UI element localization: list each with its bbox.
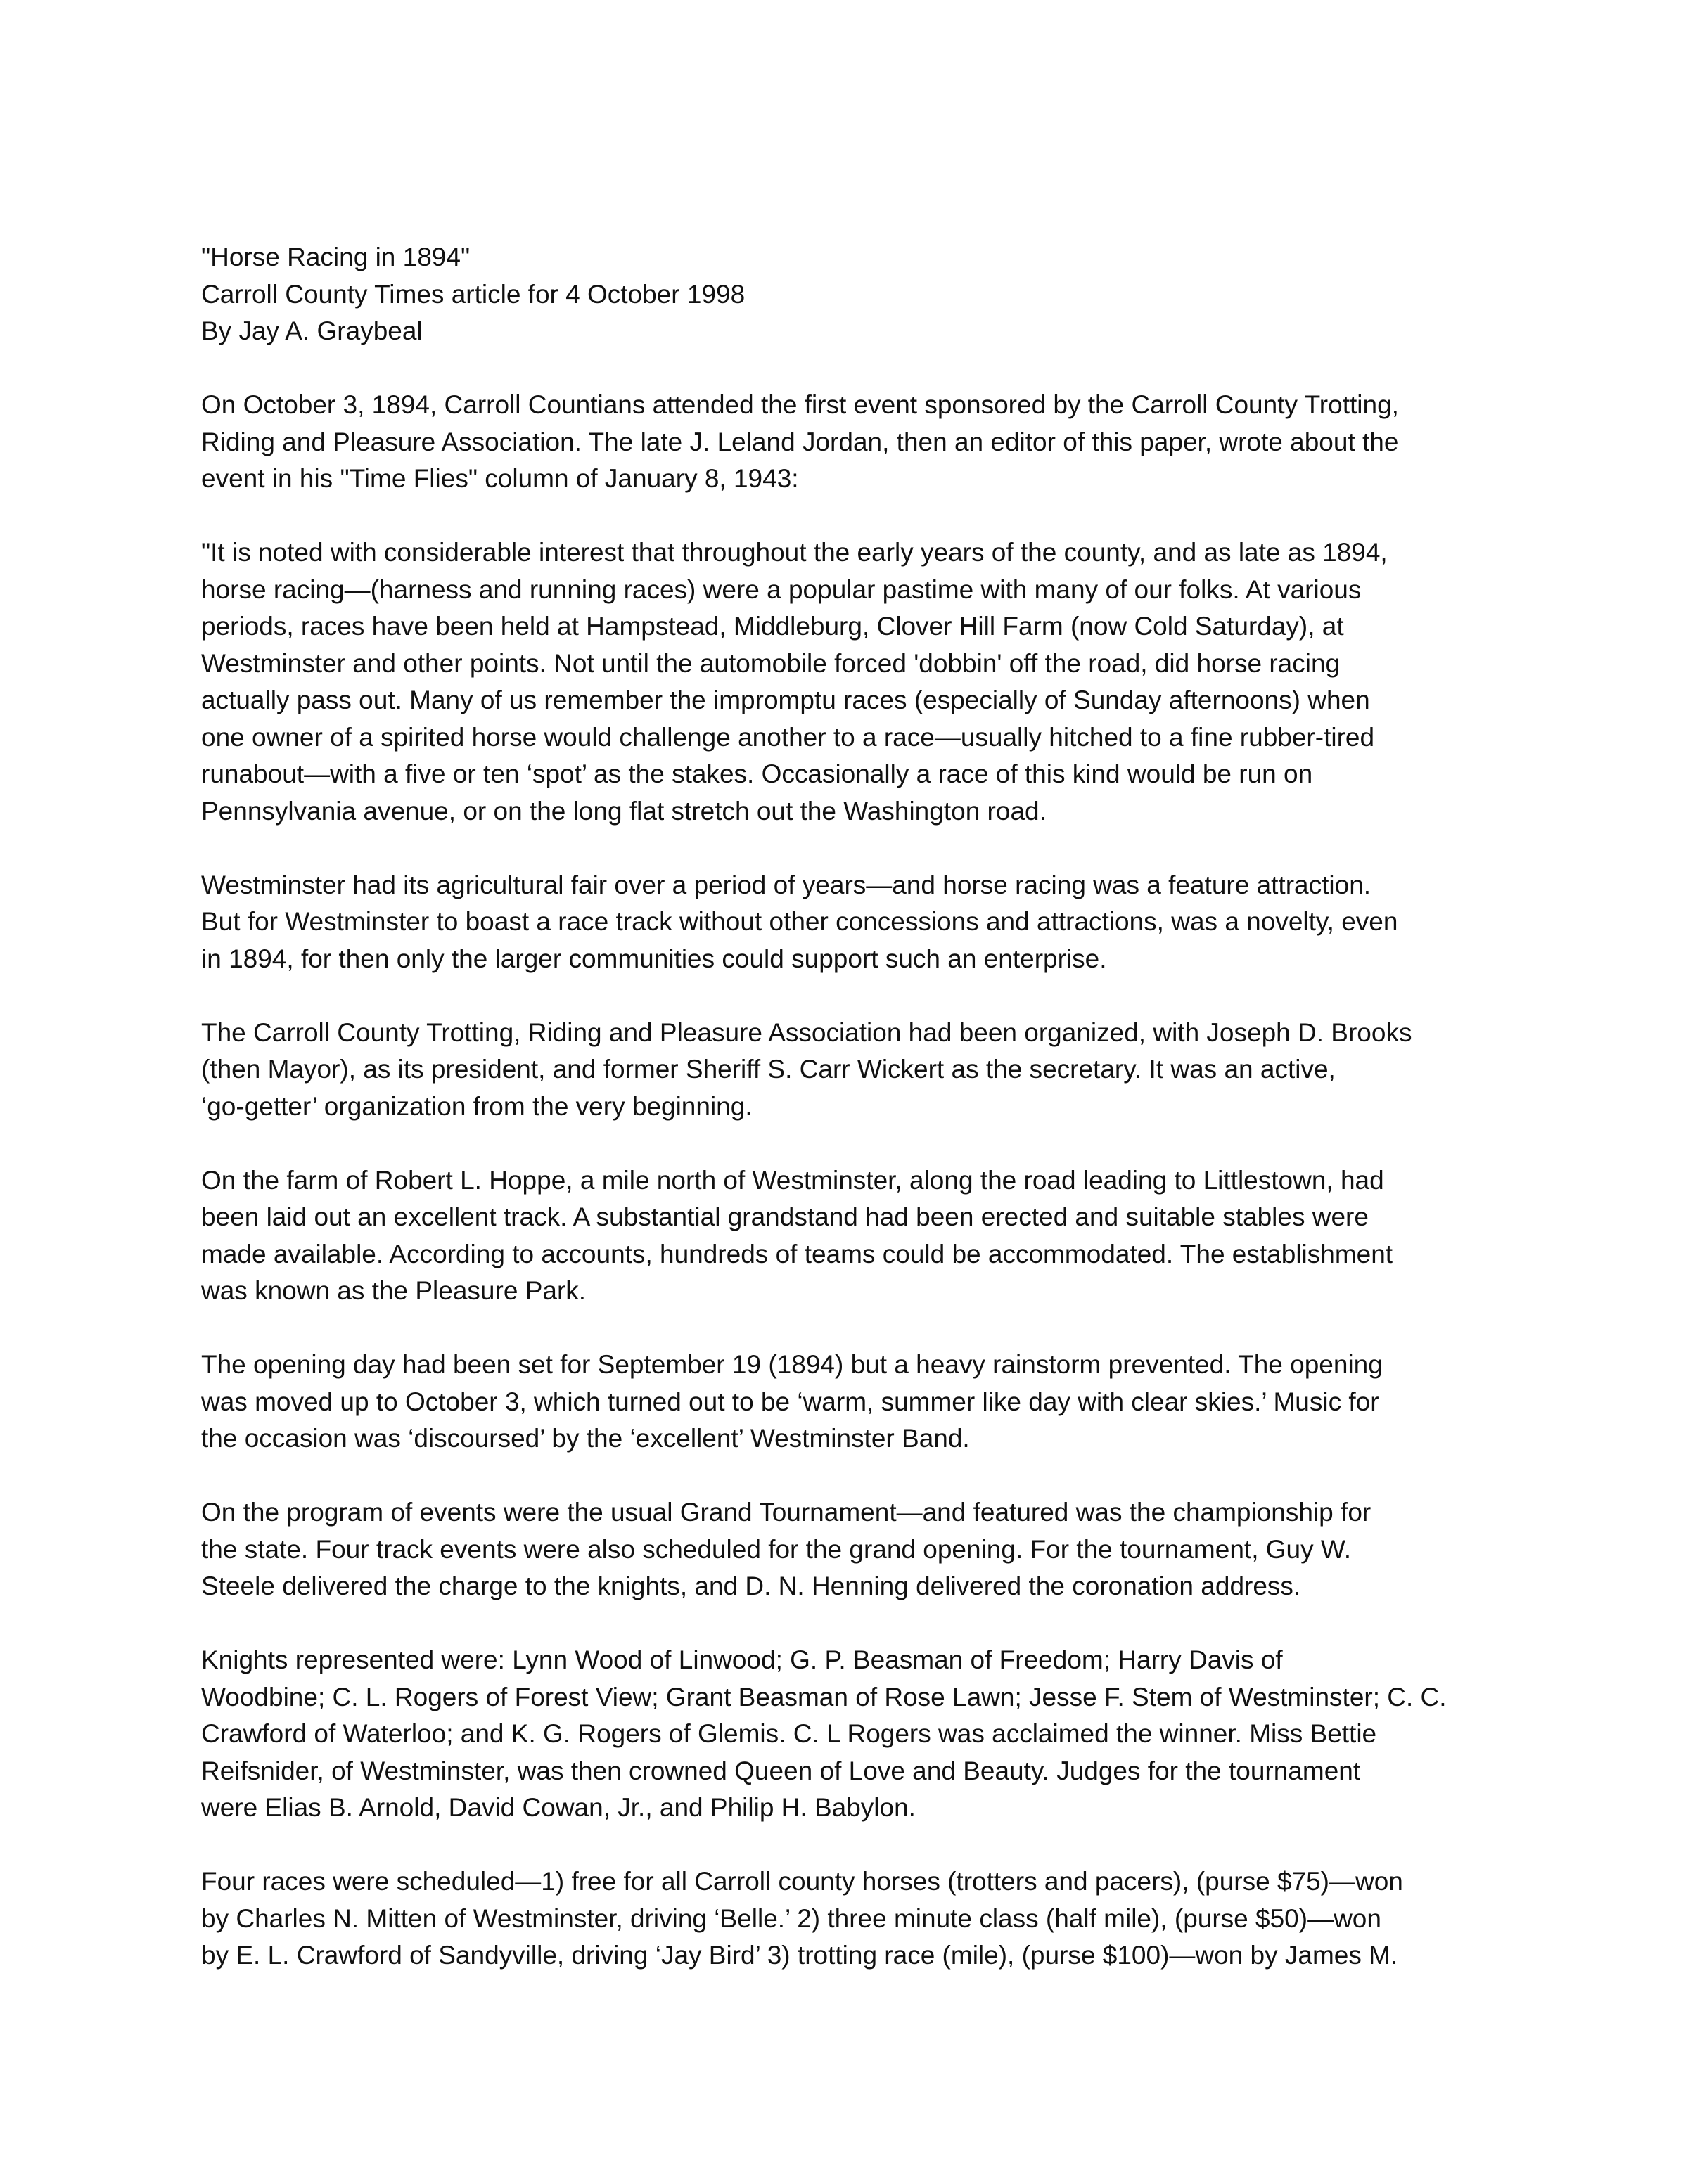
text-line: periods, races have been held at Hampstead, Middleburg, Clover Hill Farm (now Cold Saturday), at (201, 612, 1344, 641)
paragraph (201, 1162, 1523, 1310)
text-line: runabout—with a five or ten ‘spot’ as the stakes. Occasionally a race of this kind would be run on (201, 759, 1313, 788)
text-line: Knights represented were: Lynn Wood of Linwood; G. P. Beasman of Freedom; Harry Davis of (201, 1645, 1283, 1674)
text-line: ‘go-getter’ organization from the very beginning. (201, 1091, 753, 1121)
text-line: On the program of events were the usual Grand Tournament—and featured was the championship for (201, 1498, 1372, 1527)
text-line: by E. L. Crawford of Sandyville, driving ‘Jay Bird’ 3) trotting race (mile), (purse $100)—won by James M. (201, 1941, 1398, 1970)
text-line: was known as the Pleasure Park. (201, 1276, 587, 1305)
paragraph (201, 867, 1523, 978)
text-line: was moved up to October 3, which turned out to be ‘warm, summer like day with clear skies.’ Music for (201, 1387, 1379, 1416)
paragraph (201, 1347, 1523, 1458)
quote-paragraph (201, 534, 1523, 830)
text-line: been laid out an excellent track. A substantial grandstand had been erected and suitable stables were (201, 1202, 1369, 1231)
paragraph (201, 1863, 1523, 1974)
paragraph (201, 1015, 1523, 1126)
text-line: Reifsnider, of Westminster, was then crowned Queen of Love and Beauty. Judges for the tournament (201, 1756, 1361, 1785)
text-line: by Charles N. Mitten of Westminster, driving ‘Belle.’ 2) three minute class (half mile), (purse $50)—won (201, 1903, 1381, 1933)
text-line: Steele delivered the charge to the knights, and D. N. Henning delivered the coronation address. (201, 1572, 1301, 1600)
publication-line: Carroll County Times article for 4 October 1998 (201, 279, 746, 309)
text-line: actually pass out. Many of us remember the impromptu races (especially of Sunday afternoons) when (201, 686, 1370, 714)
text-line: But for Westminster to boast a race track without other concessions and attractions, was a novelty, even (201, 907, 1398, 936)
text-line: On October 3, 1894, Carroll Countians attended the first event sponsored by the Carroll County Trotting, (201, 390, 1399, 419)
text-line: The opening day had been set for September 19 (1894) but a heavy rainstorm prevented. The opening (201, 1350, 1383, 1379)
text-line: On the farm of Robert L. Hoppe, a mile north of Westminster, along the road leading to Littlestown, had (201, 1165, 1384, 1195)
article-title: "Horse Racing in 1894" (201, 243, 471, 271)
text-line: in 1894, for then only the larger communities could support such an enterprise. (201, 944, 1107, 973)
text-line: Riding and Pleasure Association. The late J. Leland Jordan, then an editor of this paper, wrote about the (201, 427, 1399, 456)
article-header (201, 239, 1523, 350)
text-line: The Carroll County Trotting, Riding and Pleasure Association had been organized, with Joseph D. Brooks (201, 1017, 1412, 1047)
paragraph (201, 1642, 1523, 1827)
document-page (201, 239, 1523, 1974)
text-line: were Elias B. Arnold, David Cowan, Jr., and Philip H. Babylon. (201, 1793, 916, 1822)
text-line: Westminster and other points. Not until the automobile forced 'dobbin' off the road, did horse racing (201, 648, 1341, 678)
text-line: Westminster had its agricultural fair over a period of years—and horse racing was a feature attraction. (201, 870, 1372, 899)
paragraph (201, 1494, 1523, 1605)
byline: By Jay A. Graybeal (201, 316, 423, 345)
text-line: Crawford of Waterloo; and K. G. Rogers of Glemis. C. L Rogers was acclaimed the winner. Miss Bettie (201, 1719, 1377, 1748)
text-line: horse racing—(harness and running races) were a popular pastime with many of our folks. At various (201, 574, 1362, 604)
text-line: (then Mayor), as its president, and former Sheriff S. Carr Wickert as the secretary. It was an active, (201, 1055, 1336, 1084)
text-line: made available. According to accounts, hundreds of teams could be accommodated. The establishment (201, 1239, 1393, 1268)
paragraph (201, 387, 1523, 498)
text-line: one owner of a spirited horse would challenge another to a race—usually hitched to a fine rubber-tired (201, 722, 1375, 752)
text-line: the state. Four track events were also scheduled for the grand opening. For the tournament, Guy W. (201, 1534, 1352, 1564)
text-line: Four races were scheduled—1) free for all Carroll county horses (trotters and pacers), (purse $75)—won (201, 1867, 1403, 1896)
text-line: Woodbine; C. L. Rogers of Forest View; Grant Beasman of Rose Lawn; Jesse F. Stem of Westminster; C. C. (201, 1682, 1447, 1711)
text-line: event in his "Time Flies" column of January 8, 1943: (201, 464, 799, 493)
text-line: Pennsylvania avenue, or on the long flat stretch out the Washington road. (201, 796, 1047, 826)
text-line: "It is noted with considerable interest that throughout the early years of the county, and as late as 1894, (201, 538, 1388, 567)
text-line: the occasion was ‘discoursed’ by the ‘excellent’ Westminster Band. (201, 1424, 970, 1453)
